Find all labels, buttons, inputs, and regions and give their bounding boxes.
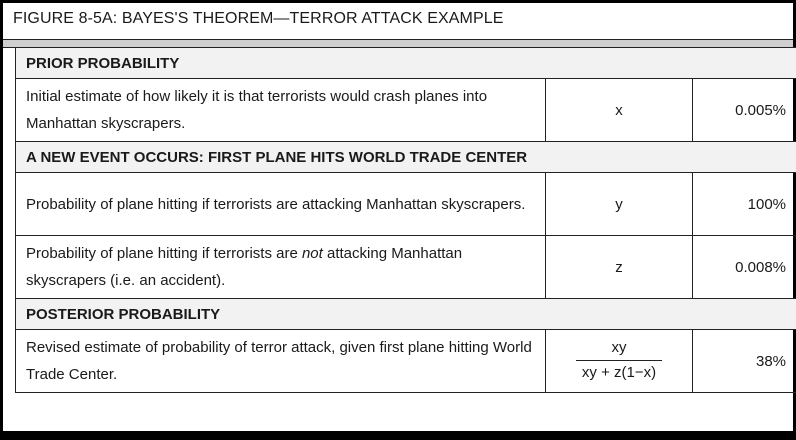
prior-heading-row xyxy=(16,48,796,79)
posterior-formula xyxy=(546,330,693,393)
bayes-fraction xyxy=(576,336,662,385)
likelihood-z-row xyxy=(16,236,796,299)
posterior-row xyxy=(16,330,796,393)
likelihood-z-value: 0.008% xyxy=(693,236,796,299)
posterior-value: 38% xyxy=(693,330,796,393)
bayes-table xyxy=(15,47,796,393)
likelihood-y-value: 100% xyxy=(693,173,796,236)
figure-title: FIGURE 8-5A: BAYES'S THEOREM—TERROR ATTACK EXAMPLE xyxy=(13,10,504,27)
posterior-heading: POSTERIOR PROBABILITY xyxy=(16,299,796,330)
posterior-heading-row xyxy=(16,299,796,330)
prior-description: Initial estimate of how likely it is that terrorists would crash planes into Manhattan skyscrapers. xyxy=(16,79,546,142)
likelihood-y-row xyxy=(16,173,796,236)
likelihood-y-description: Probability of plane hitting if terrorists are attacking Manhattan skyscrapers. xyxy=(16,173,546,236)
prior-heading: PRIOR PROBABILITY xyxy=(16,48,796,79)
prior-value: 0.005% xyxy=(693,79,796,142)
likelihood-z-variable: z xyxy=(546,236,693,299)
likelihood-z-desc-after: attacking Manhattan skyscrapers (i.e. an accident). xyxy=(26,245,463,289)
event-heading: A NEW EVENT OCCURS: FIRST PLANE HITS WORLD TRADE CENTER xyxy=(16,142,796,173)
formula-numerator: xy xyxy=(576,336,662,361)
likelihood-z-desc-before: Probability of plane hitting if terrorists are xyxy=(26,245,302,262)
formula-denominator: xy + z(1−x) xyxy=(581,364,657,381)
prior-variable: x xyxy=(546,79,693,142)
posterior-description: Revised estimate of probability of terror attack, given first plane hitting World Trade Center. xyxy=(16,330,546,393)
figure-frame xyxy=(3,3,793,431)
prior-row xyxy=(16,79,796,142)
likelihood-z-desc-emphasis: not xyxy=(301,245,323,262)
likelihood-z-description xyxy=(16,236,546,299)
likelihood-y-variable: y xyxy=(546,173,693,236)
event-heading-row xyxy=(16,142,796,173)
